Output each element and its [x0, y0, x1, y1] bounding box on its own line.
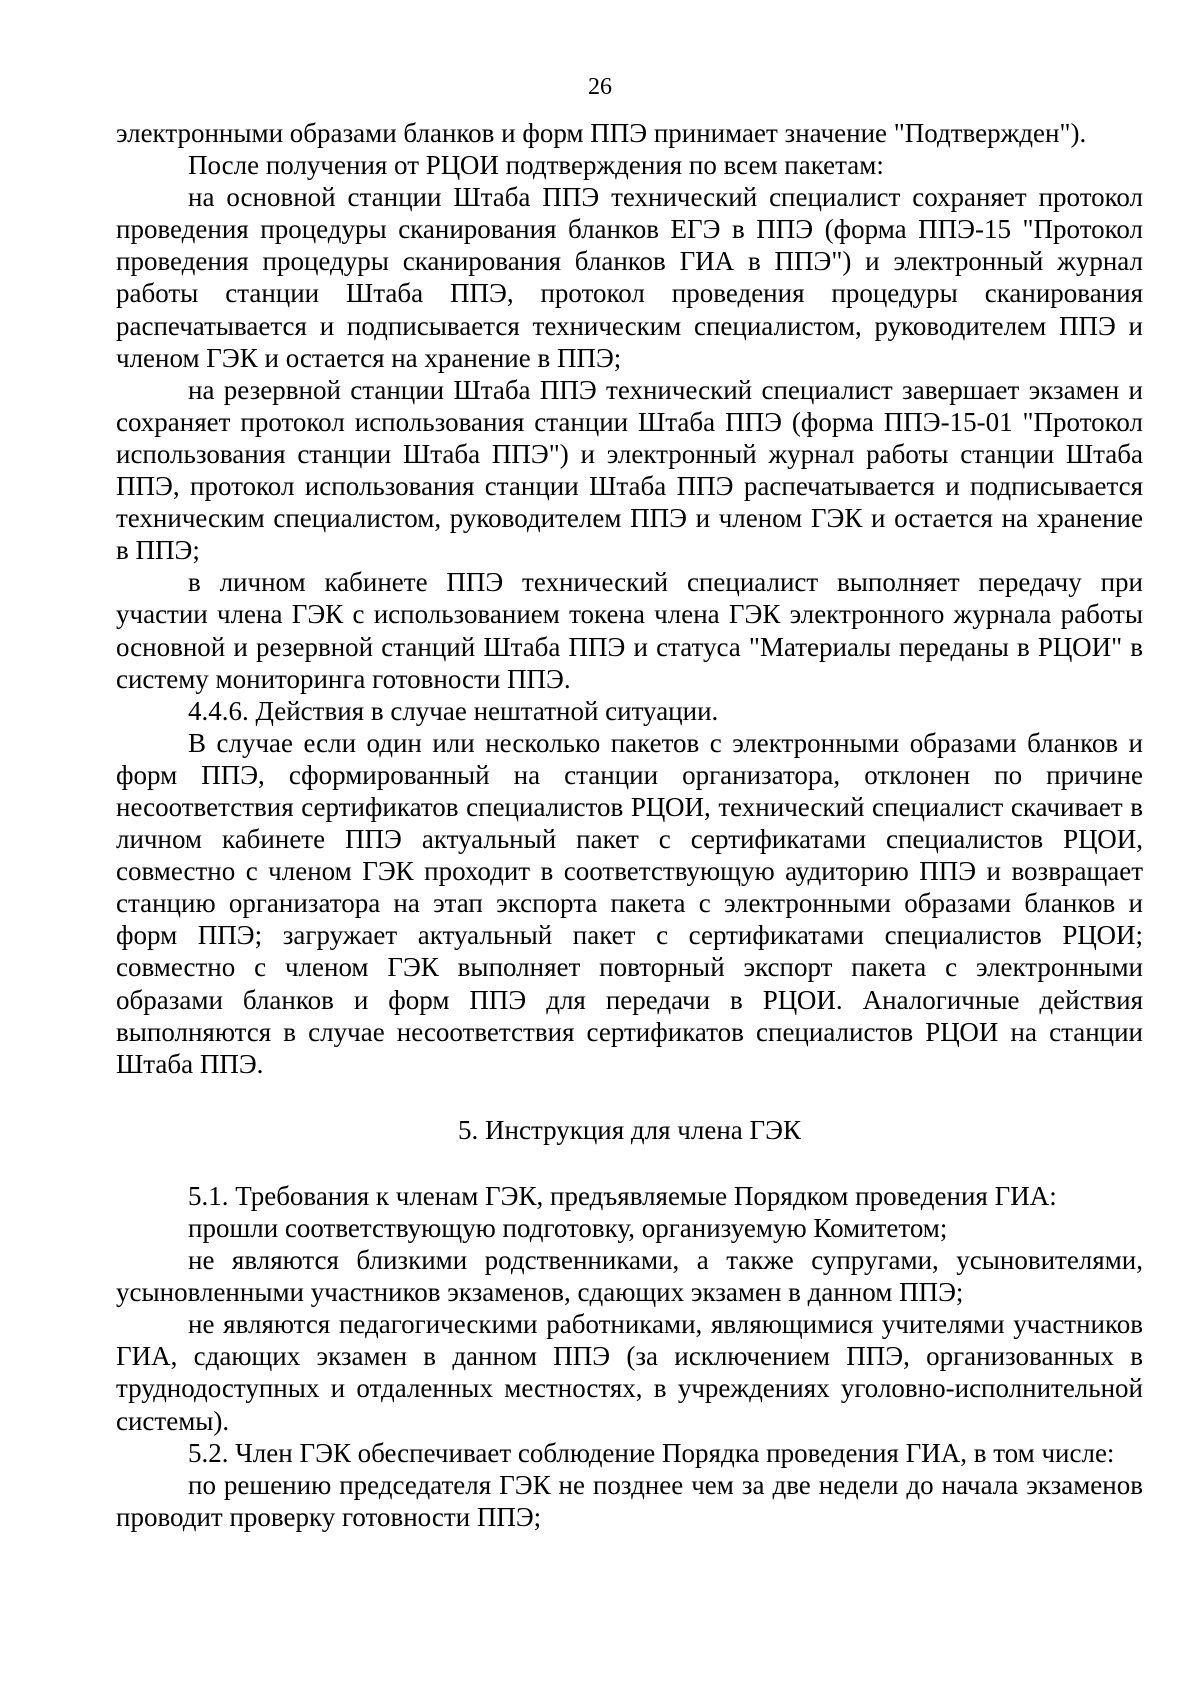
- list-item: по решению председателя ГЭК не позднее чем за две недели до начала экзаменов проводит проверку готовности ППЭ;: [116, 1469, 1143, 1532]
- paragraph: на резервной станции Штаба ППЭ технический специалист завершает экзамен и сохраняет протокол использования станции Штаба ППЭ (форма ППЭ-15-01 "Протокол использования станции Штаба ППЭ") и электронный журнал работы станции Штаба ППЭ, протокол использования станции Штаба ППЭ распечатывается и подписывается техническим специалистом, руководителем ППЭ и членом ГЭК и остается на хранение в ППЭ;: [116, 374, 1143, 566]
- paragraph: 5.1. Требования к членам ГЭК, предъявляемые Порядком проведения ГИА:: [188, 1180, 1057, 1211]
- list-item: не являются близкими родственниками, а также супругами, усыновителями, усыновленными участников экзаменов, сдающих экзамен в данном ППЭ;: [116, 1245, 1143, 1308]
- list-item: прошли соответствующую подготовку, организуемую Комитетом;: [188, 1213, 948, 1243]
- subsection-title: 4.4.6. Действия в случае нештатной ситуации.: [188, 695, 719, 726]
- page-number: 26: [588, 74, 612, 100]
- paragraph: После получения от РЦОИ подтверждения по всем пакетам:: [188, 150, 884, 181]
- paragraph: В случае если один или несколько пакетов с электронными образами бланков и форм ППЭ, сформированный на станции организатора, отклонен по причине несоответствия сертификатов специалистов РЦОИ, технический специалист скачивает в личном кабинете ППЭ актуальный пакет с сертификатами специалистов РЦОИ, совместно с членом ГЭК проходит в соответствующую аудиторию ППЭ и возвращает станцию организатора на этап экспорта пакета с электронными образами бланков и форм ППЭ; загружает актуальный пакет с сертификатами специалистов РЦОИ; совместно с членом ГЭК выполняет повторный экспорт пакета с электронными образами бланков и форм ППЭ для передачи в РЦОИ. Аналогичные действия выполняются в случае несоответствия сертификатов специалистов РЦОИ на станции Штаба ППЭ.: [116, 727, 1143, 1079]
- paragraph: на основной станции Штаба ППЭ технический специалист сохраняет протокол проведения процедуры сканирования бланков ЕГЭ в ППЭ (форма ППЭ-15 "Протокол проведения процедуры сканирования бланков ГИА в ППЭ") и электронный журнал работы станции Штаба ППЭ, протокол проведения процедуры сканирования распечатывается и подписывается техническим специалистом, руководителем ППЭ и членом ГЭК и остается на хранение в ППЭ;: [116, 182, 1143, 373]
- paragraph: 5.2. Член ГЭК обеспечивает соблюдение Порядка проведения ГИА, в том числе:: [188, 1437, 1115, 1468]
- list-item: не являются педагогическими работниками, являющимися учителями участников ГИА, сдающих экзамен в данном ППЭ (за исключением ППЭ, организованных в труднодоступных и отдаленных местностях, в учреждениях уголовно-исполнительной системы).: [116, 1309, 1143, 1436]
- paragraph: в личном кабинете ППЭ технический специалист выполняет передачу при участии члена ГЭК с использованием токена члена ГЭК электронного журнала работы основной и резервной станций Штаба ППЭ и статуса "Материалы переданы в РЦОИ" в систему мониторинга готовности ППЭ.: [116, 567, 1143, 694]
- section-heading: 5. Инструкция для члена ГЭК: [458, 1114, 801, 1145]
- paragraph-continuation: электронными образами бланков и форм ППЭ принимает значение "Подтвержден").: [116, 118, 1087, 148]
- document-body: [116, 117, 1143, 1533]
